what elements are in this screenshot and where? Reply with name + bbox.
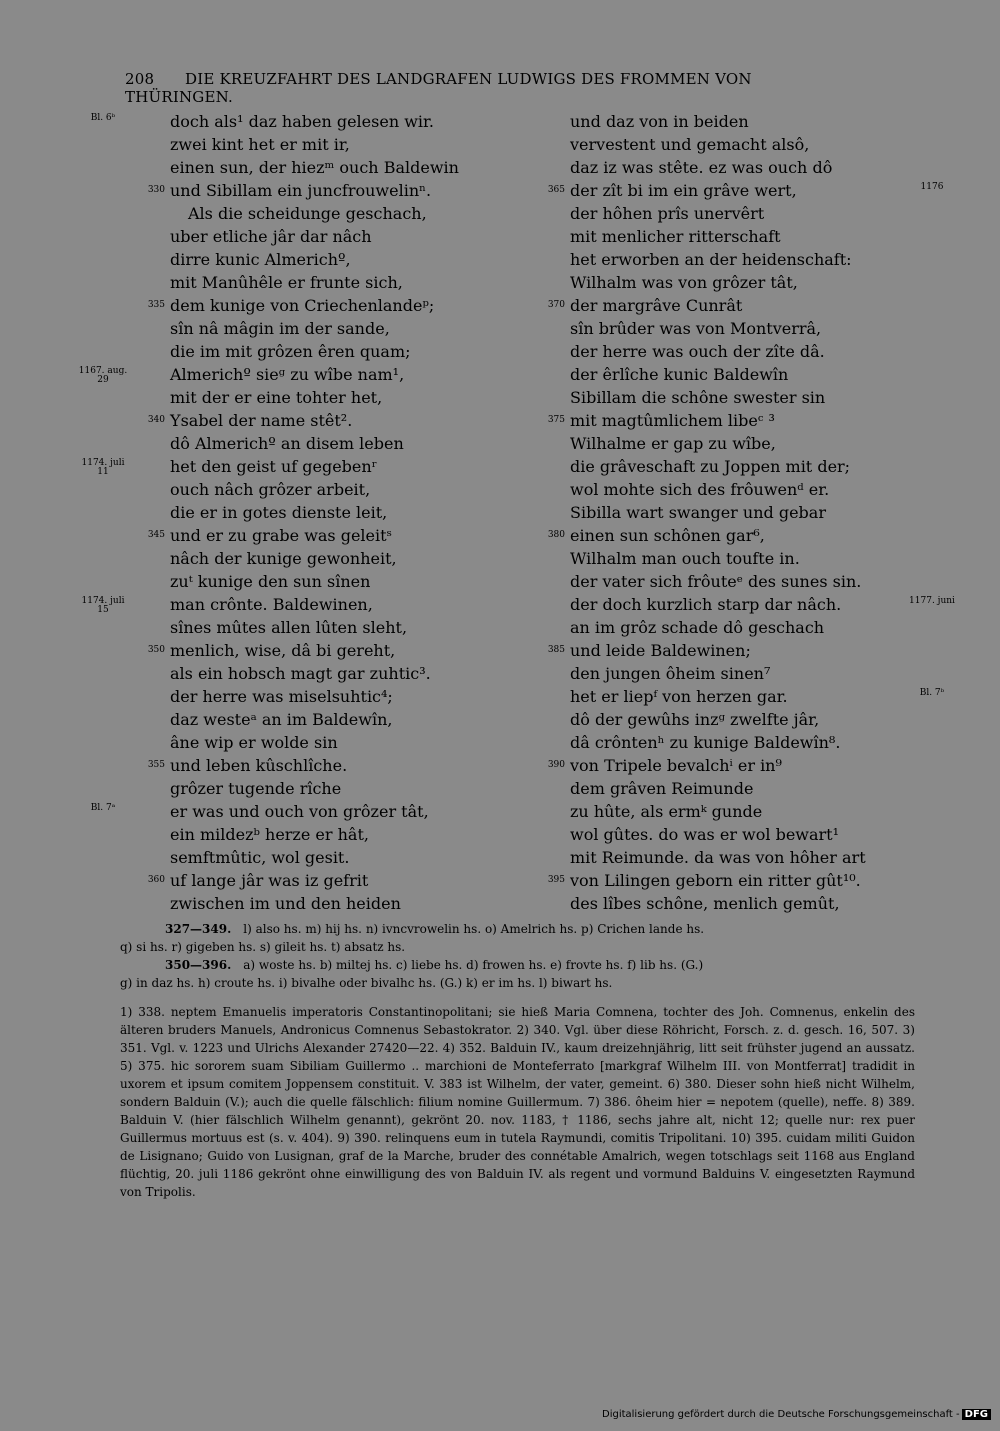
dfg-logo: DFG: [962, 1409, 991, 1420]
verse-line: [170, 478, 510, 501]
verse-text: het den geist uf gegebenʳ: [170, 457, 378, 476]
verse-line: [570, 156, 910, 179]
verse-line: [570, 386, 910, 409]
verse-text: zu hûte, als ermᵏ gunde: [570, 802, 763, 821]
verse-line: [170, 547, 510, 570]
line-number: 360: [147, 875, 165, 885]
verse-text: mit menlicher ritterschaft: [570, 227, 781, 246]
verse-text: semftmûtic, wol gesit.: [170, 848, 350, 867]
verse-line: [570, 731, 910, 754]
margin-note: 1174. juli 11: [81, 458, 125, 477]
line-number: 355: [147, 760, 165, 770]
verse-line: [570, 271, 910, 294]
verse-line: [170, 133, 510, 156]
verse-text: Sibilla wart swanger und gebar: [570, 503, 826, 522]
verse-line: [547, 294, 910, 317]
verse-line: [170, 777, 510, 800]
line-number: 330: [147, 185, 165, 195]
verse-text: die im mit grôzen êren quam;: [170, 342, 411, 361]
verse-column-left: [147, 110, 510, 915]
apparatus-text: q) si hs. r) gigeben hs. s) gileit hs. t) absatz hs.: [120, 940, 406, 954]
verse-text: an im grôz schade dô geschach: [570, 618, 825, 637]
verse-text: sîn brûder was von Montverrâ,: [570, 319, 822, 338]
line-number: 370: [547, 300, 565, 310]
verse-text: uf lange jâr was iz gefrit: [170, 871, 369, 890]
verse-text: des lîbes schône, menlich gemût,: [570, 894, 840, 913]
apparatus-text: a) woste hs. b) miltej hs. c) liebe hs. d) frowen hs. e) frovte hs. f) lib hs. (G.): [243, 958, 704, 972]
verse-text: Ysabel der name stêt².: [170, 411, 353, 430]
line-number: 380: [547, 530, 565, 540]
verse-text: er was und ouch von grôzer tât,: [170, 802, 429, 821]
verse-line: [570, 478, 910, 501]
verse-text: âne wip er wolde sin: [170, 733, 338, 752]
line-number: 365: [547, 185, 565, 195]
verse-text: Almerichº sieᵍ zu wîbe nam¹,: [170, 365, 405, 384]
verse-text: daz iz was stête. ez was ouch dô: [570, 158, 833, 177]
verse-line: [170, 800, 510, 823]
verse-line: [570, 892, 910, 915]
verse-text: grôzer tugende rîche: [170, 779, 342, 798]
verse-text: der zît bi im ein grâve wert,: [570, 181, 797, 200]
verse-line: [570, 662, 910, 685]
verse-line: [170, 708, 510, 731]
verse-line: [170, 570, 510, 593]
verse-text: nâch der kunige gewonheit,: [170, 549, 397, 568]
verse-line: [570, 846, 910, 869]
margin-note: 1177. juni: [909, 596, 955, 606]
page-header: [125, 70, 855, 106]
verse-line: [570, 593, 910, 616]
verse-text: den jungen ôheim sinen⁷: [570, 664, 771, 683]
verse-text: het erworben an der heidenschaft:: [570, 250, 852, 269]
verse-text: doch als¹ daz haben gelesen wir.: [170, 112, 434, 131]
verse-text: uber etliche jâr dar nâch: [170, 227, 372, 246]
verse-text: dem kunige von Criechenlandeᵖ;: [170, 296, 435, 315]
verse-line: [570, 248, 910, 271]
verse-line: [147, 754, 510, 777]
verse-text: dô Almerichº an disem leben: [170, 434, 404, 453]
running-title: DIE KREUZFAHRT DES LANDGRAFEN LUDWIGS DES FROMMEN VON THÜRINGEN.: [125, 70, 752, 106]
line-number: 335: [147, 300, 165, 310]
verse-line: [170, 317, 510, 340]
verse-line: [170, 846, 510, 869]
verse-line: [147, 294, 510, 317]
verse-text: dirre kunic Almerichº,: [170, 250, 351, 269]
verse-line: [170, 892, 510, 915]
verse-text: der hôhen prîs unervêrt: [570, 204, 765, 223]
verse-text: und daz von in beiden: [570, 112, 749, 131]
apparatus-text: g) in daz hs. h) croute hs. i) bivalhe oder bivalhc hs. (G.) k) er im hs. l) biwart hs.: [120, 976, 613, 990]
verse-text: Wilhalm was von grôzer tât,: [570, 273, 798, 292]
verse-text: Sibillam die schône swester sin: [570, 388, 826, 407]
verse-line: [147, 179, 510, 202]
verse-text: der herre was ouch der zîte dâ.: [570, 342, 825, 361]
apparatus-row: [120, 920, 915, 938]
verse-text: der herre was miselsuhtic⁴;: [170, 687, 393, 706]
verse-text: zwischen im und den heiden: [170, 894, 401, 913]
verse-text: sînes mûtes allen lûten sleht,: [170, 618, 408, 637]
verse-text: dâ crôntenʰ zu kunige Baldewîn⁸.: [570, 733, 841, 752]
footer-text: Digitalisierung gefördert durch die Deutsche Forschungsgemeinschaft -: [602, 1409, 960, 1420]
verse-text: mit Manûhêle er frunte sich,: [170, 273, 403, 292]
verse-text: von Lilingen geborn ein ritter gût¹⁰.: [570, 871, 861, 890]
verse-text: Wilhalm man ouch toufte in.: [570, 549, 800, 568]
verse-line: [170, 340, 510, 363]
verse-line: [170, 731, 510, 754]
verse-text: und leben kûschlîche.: [170, 756, 348, 775]
verse-text: man crônte. Baldewinen,: [170, 595, 373, 614]
verse-line: [570, 432, 910, 455]
verse-line: [570, 800, 910, 823]
verse-line: [170, 593, 510, 616]
verse-line: [570, 110, 910, 133]
verse-text: ein mildezᵇ herze er hât,: [170, 825, 369, 844]
verse-text: dô der gewûhs inzᵍ zwelfte jâr,: [570, 710, 820, 729]
margin-note: Bl. 7ᵃ: [90, 803, 116, 813]
verse-line: [570, 317, 910, 340]
margin-note: 1176: [920, 182, 944, 192]
critical-apparatus: [120, 920, 915, 992]
verse-line: [547, 179, 910, 202]
verse-text: dem grâven Reimunde: [570, 779, 754, 798]
footnotes: 1) 338. neptem Emanuelis imperatoris Constantinopolitani; sie hieß Maria Comnena, tochter des Joh. Comnenus, enkelin des älteren bruders Manuels, Andronicus Comnenus Sebastokrator. 2) 340. Vgl. über diese Röhricht, Forsch. z. d. gesch. 16, 507. 3) 351. Vgl. v. 1223 und Ulrichs Alexander 27420—22. 4) 352. Balduin IV., kaum dreizehnjährig, litt seit frühster jugend an aussatz. 5) 375. hic sororem suam Sibiliam Guillermo .. marchioni de Monteferrato [markgraf Wilhelm III. von Montferrat] tradidit in uxorem et ipsum comitem Joppensem constituit. V. 383 ist Wilhelm, der vater, gemeint. 6) 380. Dieser sohn hieß nicht Wilhelm, sondern Balduin (V.); auch die quelle fälschlich: filium nomine Guillermum. 7) 386. ôheim hier = nepotem (quelle), neffe. 8) 389. Balduin V. (hier fälschlich Wilhelm genannt), gekrönt 20. nov. 1183, † 1186, sechs jahre alt, nicht 12; quelle nur: rex puer Guillermus mortuus est (s. v. 404). 9) 390. relinquens eum in tutela Raymundi, comitis Tripolitani. 10) 395. cuidam militi Guidon de Lisignano; Guido von Lusignan, graf de la Marche, bruder des connétable Amalrich, wegen totschlags seit 1168 aus England flüchtig, 20. juli 1186 gekrönt ohne einwilligung des von Balduin IV. als regent und vormund Balduins V. eingesetzten Raymund von Tripolis.: [120, 1005, 915, 1199]
verse-line: [570, 547, 910, 570]
verse-line: [570, 777, 910, 800]
verse-line: [570, 570, 910, 593]
verse-text: mit magtûmlichem libeᶜ ³: [570, 411, 775, 430]
verse-line: [147, 409, 510, 432]
verse-line: [170, 386, 510, 409]
verse-text: zuᵗ kunige den sun sînen: [170, 572, 371, 591]
verse-line: [547, 869, 910, 892]
verse-line: [170, 823, 510, 846]
margin-note: Bl. 7ᵇ: [919, 688, 945, 698]
verse-line: [170, 501, 510, 524]
verse-text: und Sibillam ein juncfrouwelinⁿ.: [170, 181, 432, 200]
verse-line: [170, 156, 510, 179]
line-number: 390: [547, 760, 565, 770]
verse-column-right: [547, 110, 910, 915]
verse-text: ouch nâch grôzer arbeit,: [170, 480, 371, 499]
verse-line: [170, 616, 510, 639]
verse-text: Als die scheidunge geschach,: [188, 204, 427, 223]
verse-text: sîn nâ mâgin im der sande,: [170, 319, 390, 338]
line-number: 350: [147, 645, 165, 655]
verse-text: zwei kint het er mit ir,: [170, 135, 350, 154]
verse-text: der vater sich frôuteᵉ des sunes sin.: [570, 572, 862, 591]
verse-line: [170, 225, 510, 248]
page-number: 208: [125, 70, 155, 88]
verse-text: der margrâve Cunrât: [570, 296, 743, 315]
verse-line: [147, 869, 510, 892]
apparatus-row: [120, 938, 915, 956]
verse-line: [170, 202, 510, 225]
verse-line: [570, 455, 910, 478]
line-number: 385: [547, 645, 565, 655]
apparatus-row: [120, 974, 915, 992]
verse-text: daz westeᵃ an im Baldewîn,: [170, 710, 393, 729]
verse-text: vervestent und gemacht alsô,: [570, 135, 810, 154]
verse-line: [570, 501, 910, 524]
verse-text: mit Reimunde. da was von hôher art: [570, 848, 866, 867]
verse-text: der êrlîche kunic Baldewîn: [570, 365, 789, 384]
footer: [602, 1409, 991, 1420]
verse-line: [147, 524, 510, 547]
verse-text: menlich, wise, dâ bi gereht,: [170, 641, 396, 660]
line-number: 395: [547, 875, 565, 885]
verse-line: [547, 524, 910, 547]
verse-text: die er in gotes dienste leit,: [170, 503, 388, 522]
verse-text: als ein hobsch magt gar zuhtic³.: [170, 664, 431, 683]
margin-note: Bl. 6ᵇ: [90, 113, 116, 123]
verse-text: einen sun schônen gar⁶,: [570, 526, 765, 545]
verse-line: [570, 363, 910, 386]
line-number: 340: [147, 415, 165, 425]
verse-line: [170, 455, 510, 478]
verse-line: [570, 202, 910, 225]
verse-text: von Tripele bevalchⁱ er in⁹: [570, 756, 782, 775]
margin-note: 1174. juli 15: [81, 596, 125, 615]
verse-line: [547, 409, 910, 432]
verse-text: einen sun, der hiezᵐ ouch Baldewin: [170, 158, 459, 177]
verse-line: [170, 363, 510, 386]
verse-line: [170, 432, 510, 455]
verse-text: und leide Baldewinen;: [570, 641, 751, 660]
apparatus-row: [120, 956, 915, 974]
verse-line: [570, 340, 910, 363]
verse-line: [570, 823, 910, 846]
verse-text: mit der er eine tohter het,: [170, 388, 383, 407]
verse-line: [570, 133, 910, 156]
verse-text: die grâveschaft zu Joppen mit der;: [570, 457, 851, 476]
verse-line: [147, 639, 510, 662]
line-number: 345: [147, 530, 165, 540]
verse-line: [570, 708, 910, 731]
verse-text: wol mohte sich des frôuwenᵈ er.: [570, 480, 830, 499]
verse-line: [570, 225, 910, 248]
verse-text: der doch kurzlich starp dar nâch.: [570, 595, 842, 614]
verse-line: [547, 754, 910, 777]
verse-line: [547, 639, 910, 662]
verse-line: [570, 685, 910, 708]
apparatus-range: 327—349.: [165, 922, 232, 936]
verse-text: und er zu grabe was geleitˢ: [170, 526, 392, 545]
apparatus-range: 350—396.: [165, 958, 232, 972]
verse-line: [170, 248, 510, 271]
verse-line: [170, 110, 510, 133]
verse-line: [170, 271, 510, 294]
verse-text: Wilhalme er gap zu wîbe,: [570, 434, 776, 453]
verse-line: [170, 662, 510, 685]
margin-note: 1167. aug. 29: [78, 366, 128, 385]
line-number: 375: [547, 415, 565, 425]
apparatus-text: l) also hs. m) hij hs. n) ivncvrowelin hs. o) Amelrich hs. p) Crichen lande hs.: [243, 922, 705, 936]
verse-text: het er liepᶠ von herzen gar.: [570, 687, 788, 706]
verse-text: wol gûtes. do was er wol bewart¹: [570, 825, 840, 844]
verse-line: [570, 616, 910, 639]
verse-line: [170, 685, 510, 708]
